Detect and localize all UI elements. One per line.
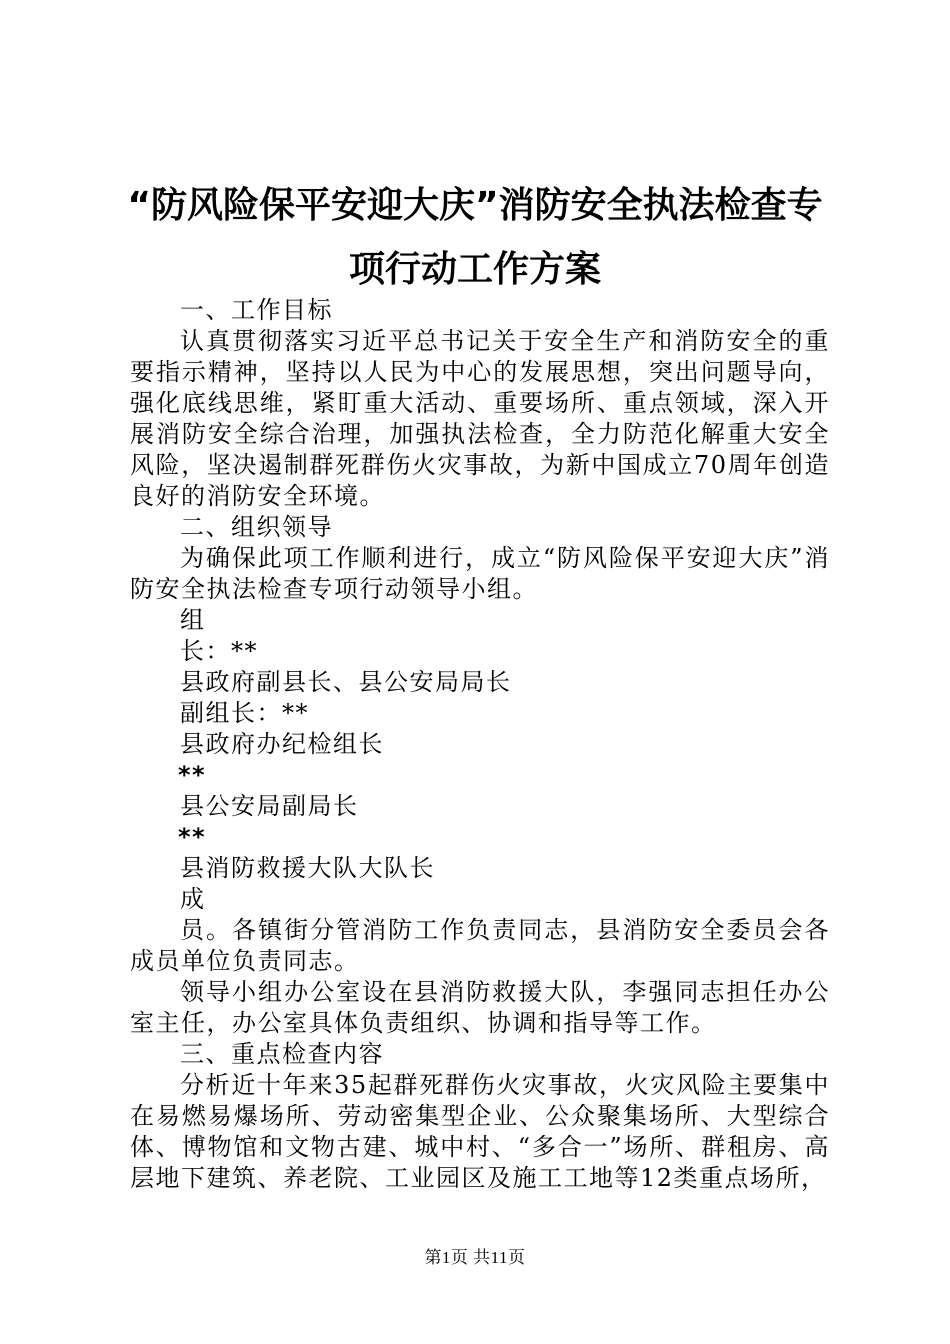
paragraph: 领导小组办公室设在县消防救援大队，李强同志担任办公室主任，办公室具体负责组织、协调和指导等工作。 xyxy=(130,978,830,1037)
paragraph: 分析近十年来35起群死群伤火灾事故，火灾风险主要集中在易燃易爆场所、劳动密集型企业、公众聚集场所、大型综合体、博物馆和文物古建、城中村、“多合一”场所、群租房、高层地下建筑、养老院、工业园区及施工工地等12类重点场所， xyxy=(130,1071,830,1192)
paragraph: 县政府办纪检组长 xyxy=(180,730,384,758)
paragraph: 副组长：** xyxy=(180,699,309,727)
paragraph: 长：** xyxy=(180,637,258,665)
paragraph: 员。各镇街分管消防工作负责同志，县消防安全委员会各成员单位负责同志。 xyxy=(130,916,830,975)
document-body xyxy=(130,295,830,1194)
paragraph: 认真贯彻落实习近平总书记关于安全生产和消防安全的重要指示精神，坚持以人民为中心的发展思想，突出问题导向，强化底线思维，紧盯重大活动、重要场所、重点领域，深入开展消防安全综合治理，加强执法检查，全力防范化解重大安全风险，坚决遏制群死群伤火灾事故，为新中国成立70周年创造良好的消防安全环境。 xyxy=(130,327,830,510)
paragraph: 三、重点检查内容 xyxy=(180,1040,384,1068)
document-title-line-1: “防风险保平安迎大庆”消防安全执法检查专 xyxy=(127,185,823,226)
paragraph: 组 xyxy=(180,606,206,634)
paragraph: 县政府副县长、县公安局局长 xyxy=(180,668,512,696)
paragraph: ** xyxy=(178,761,207,789)
page-footer: 第1页 共11页 xyxy=(424,1248,526,1267)
document-title-line-2: 项行动工作方案 xyxy=(348,249,601,290)
paragraph: ** xyxy=(178,823,207,851)
paragraph: 成 xyxy=(180,885,206,913)
paragraph: 二、组织领导 xyxy=(180,513,333,541)
paragraph: 一、工作目标 xyxy=(180,296,333,324)
paragraph: 县公安局副局长 xyxy=(180,792,359,820)
paragraph: 为确保此项工作顺利进行，成立“防风险保平安迎大庆”消防安全执法检查专项行动领导小组。 xyxy=(130,544,830,603)
paragraph: 县消防救援大队大队长 xyxy=(180,854,435,882)
